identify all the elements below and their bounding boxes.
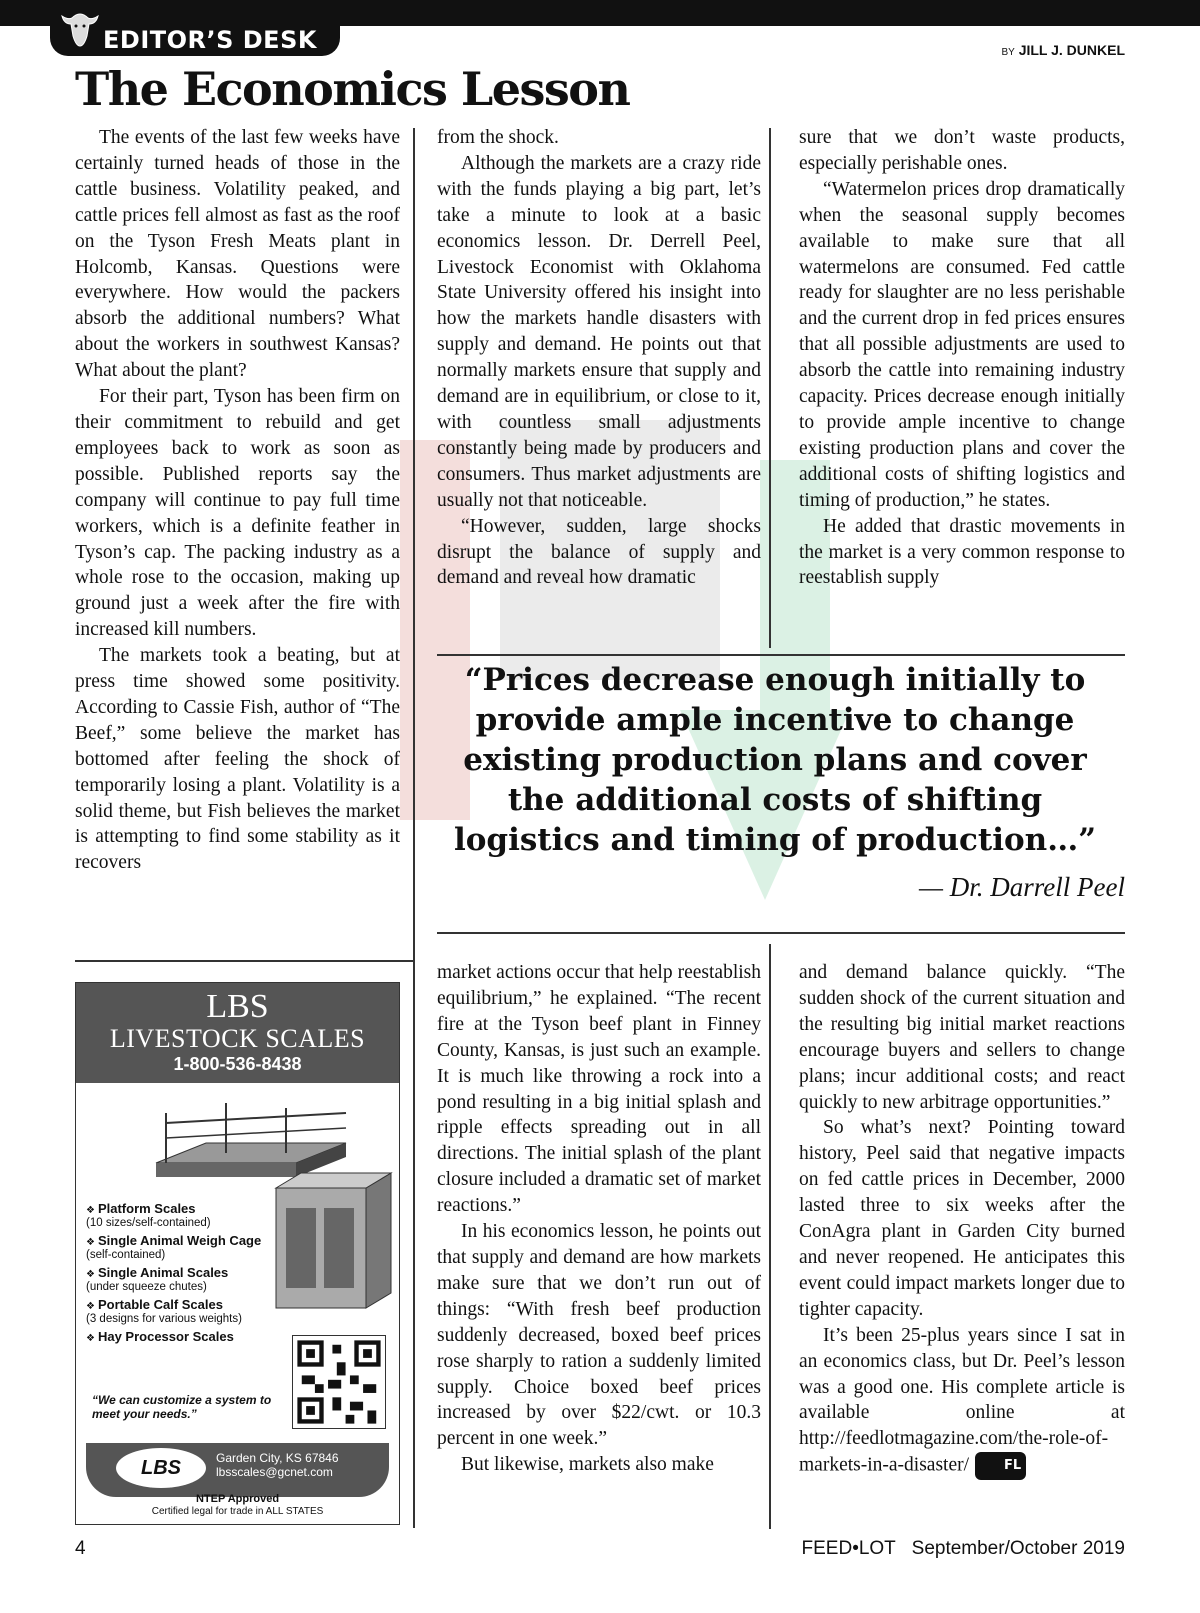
paragraph: He added that drastic movements in the market is a very common response to reestablish supply bbox=[799, 515, 1125, 589]
product-title: Single Animal Weigh Cage bbox=[97, 1233, 262, 1248]
product-note: (10 sizes/self-contained) bbox=[86, 1217, 211, 1229]
page-number: 4 bbox=[75, 1538, 86, 1559]
pullquote-rule-bottom bbox=[437, 932, 1125, 934]
product-title: Hay Processor Scales bbox=[97, 1329, 234, 1344]
paragraph: from the shock. bbox=[437, 127, 559, 148]
pull-quote-attribution: — Dr. Darrell Peel bbox=[919, 872, 1125, 902]
paragraph: Although the markets are a crazy ride with the funds playing a big part, let’s take a minute to look at a basic economics lesson. Dr. Derrell Peel, Livestock Economist with Oklahoma State University offered his insight into how the markets handle disasters with supply and demand. He points out that normally markets ensure that supply and demand are in equilibrium, or close to it, with countless small adjustments constantly being made by producers and consumers. Thus market adjustments are usually not that noticeable. bbox=[437, 152, 761, 511]
product-note: (under squeeze chutes) bbox=[86, 1281, 207, 1293]
issue-date: September/October 2019 bbox=[911, 1538, 1125, 1559]
steer-head-icon bbox=[58, 6, 102, 50]
paragraph-text: It’s been 25-plus years since I sat in an economics class, but Dr. Peel’s lesson was a good one. His complete article is available online at http://feedlotmagazine.com/the-role-of-markets-in-a-disaster/ bbox=[799, 1324, 1125, 1476]
ad-subtitle: LIVESTOCK SCALES bbox=[109, 1024, 366, 1053]
article-column-2-continued bbox=[437, 960, 761, 1478]
product-title: Single Animal Scales bbox=[97, 1265, 229, 1280]
article-column-3 bbox=[799, 125, 1125, 591]
list-item: ❖ Platform Scales (10 sizes/self-contained) bbox=[86, 1201, 211, 1229]
ad-product-list bbox=[86, 1203, 276, 1351]
ad-brand: LBS bbox=[206, 988, 269, 1025]
ad-phone: 1-800-536-8438 bbox=[173, 1054, 302, 1074]
ad-tagline: “We can customize a system to meet your needs.” bbox=[92, 1393, 272, 1421]
article-column-3-continued bbox=[799, 960, 1125, 1480]
advertisement[interactable] bbox=[75, 982, 400, 1525]
paragraph: For their part, Tyson has been firm on their commitment to rebuild and get employees back to work as soon as possible. Published reports say the company will continue to pay full time workers, which is a definite feather in Tyson’s cap. The packing industry as a whole rose to the occasion, making up ground just a week after the fire with increased kill numbers. bbox=[75, 386, 400, 641]
column-rule-2 bbox=[769, 128, 771, 648]
qr-code-icon[interactable] bbox=[292, 1335, 386, 1429]
paragraph: and demand balance quickly. “The sudden shock of the current situation and the resulting big initial market reactions encourage buyers and sellers to change plans; incur additional costs; and react quickly to new arbitrage opportunities.” bbox=[799, 962, 1125, 1113]
list-item: ❖ Hay Processor Scales bbox=[86, 1329, 234, 1344]
product-note: (self-contained) bbox=[86, 1249, 166, 1261]
paragraph: But likewise, markets also make bbox=[461, 1454, 714, 1476]
column-rule-1 bbox=[413, 128, 415, 1528]
pull-quote: “Prices decrease enough initially to provide ample incentive to change existing production plans and cover the additional costs of shifting logistics and timing of production…” bbox=[453, 662, 1097, 858]
paragraph: The events of the last few weeks have certainly turned heads of those in the cattle business. Volatility peaked, and cattle prices fell almost as fast as the roof on the Tyson Fresh Meats plant in Holcomb, Kansas. Questions were everywhere. How would the packers absorb the additional numbers? What about the workers in southwest Kansas? What about the plant? bbox=[75, 127, 400, 382]
product-note: (3 designs for various weights) bbox=[86, 1313, 242, 1325]
paragraph: sure that we don’t waste products, especially perishable ones. bbox=[799, 127, 1125, 174]
ad-email[interactable]: lbsscales@gcnet.com bbox=[216, 1465, 333, 1479]
list-item: ❖ Single Animal Weigh Cage (self-contained) bbox=[86, 1233, 262, 1261]
page-title: The Economics Lesson bbox=[75, 62, 630, 116]
byline bbox=[1001, 42, 1125, 58]
column-rule-3 bbox=[769, 944, 771, 1529]
list-item: ❖ Single Animal Scales (under squeeze chutes) bbox=[86, 1265, 229, 1293]
product-title: Portable Calf Scales bbox=[97, 1297, 223, 1312]
paragraph: “Watermelon prices drop dramatically when the seasonal supply becomes available to make sure that all watermelons are consumed. Fed cattle ready for slaughter are no less perishable and the current drop in fed prices ensures that all possible adjustments are used to absorb the cattle into remaining industry capacity. Prices decrease enough initially to provide ample incentive to change existing production plans and cover the additional costs of shifting logistics and timing of production,” he states. bbox=[799, 178, 1125, 511]
weigh-cage-illustration bbox=[266, 1168, 396, 1318]
legal-note: Certified legal for trade in ALL STATES bbox=[151, 1506, 324, 1517]
ad-rule bbox=[75, 960, 413, 962]
section-label: EDITOR’S DESK bbox=[103, 26, 317, 54]
paragraph: In his economics lesson, he points out that supply and demand are how markets make sure that we don’t run out of things: “With fresh beef production suddenly decreased, boxed beef prices rose sharply to ration a suddenly limited supply. Choice boxed beef prices increased by over $22/cwt. or 10.3 percent in one week.” bbox=[437, 1221, 761, 1450]
paragraph: “However, sudden, large shocks disrupt the balance of supply and demand and reveal how dramatic bbox=[437, 515, 761, 589]
article-column-2 bbox=[437, 125, 761, 591]
ntep-label: NTEP Approved bbox=[195, 1493, 280, 1505]
ad-certification bbox=[76, 1493, 399, 1518]
end-mark-badge: FL bbox=[975, 1452, 1026, 1480]
paragraph bbox=[799, 1323, 1125, 1480]
paragraph: So what’s next? Pointing toward history, Peel said that negative impacts on fed cattle prices in December, 2000 lasted three to six weeks after the ConAgra plant in Garden City burned and never reopened. He anticipates this event could impact markets longer due to tighter capacity. bbox=[799, 1117, 1125, 1320]
magazine-name: FEED•LOT bbox=[801, 1538, 896, 1559]
product-title: Platform Scales bbox=[97, 1201, 196, 1216]
pullquote-rule-top bbox=[437, 654, 1125, 656]
paragraph: market actions occur that help reestablish equilibrium,” he explained. “The recent fire at the Tyson beef plant in Finney County, Kansas, is just such an example. It is much like throwing a rock into a pond resulting in a big initial splash and ripple effects spreading out in all directions. The initial splash of the plant closure included a dramatic set of market reactions.” bbox=[437, 962, 761, 1217]
byline-name: JILL J. DUNKEL bbox=[1018, 42, 1125, 58]
ad-city: Garden City, KS 67846 bbox=[216, 1451, 339, 1465]
article-column-1 bbox=[75, 125, 400, 876]
ad-contact bbox=[216, 1451, 339, 1479]
ad-header bbox=[76, 983, 399, 1083]
lbs-logo: LBS bbox=[116, 1448, 206, 1488]
magazine-footer bbox=[802, 1538, 1125, 1560]
byline-prefix: BY bbox=[1001, 47, 1015, 58]
list-item: ❖ Portable Calf Scales (3 designs for various weights) bbox=[86, 1297, 242, 1325]
paragraph: The markets took a beating, but at press time showed some positivity. According to Cassie Fish, author of “The Beef,” some believe the market has bottomed after feeling the shock of temporarily losing a plant. Volatility is a solid theme, but Fish believes the market is attempting to find some stability as it recovers bbox=[75, 645, 400, 874]
